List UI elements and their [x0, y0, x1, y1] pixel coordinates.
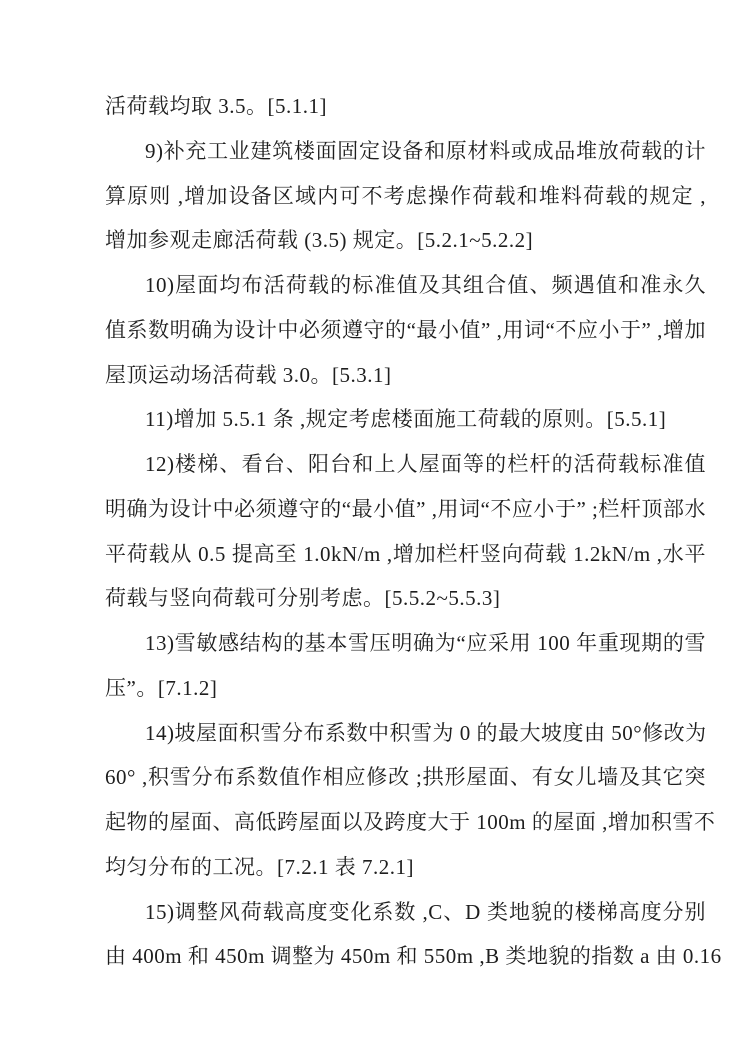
paragraph — [105, 711, 716, 890]
paragraph — [105, 621, 706, 711]
text-line: 11)增加 5.5.1 条 ,规定考虑楼面施工荷载的原则。[5.5.1] — [145, 407, 667, 432]
text-block — [105, 84, 722, 979]
text-line: 算原则 ,增加设备区域内可不考虑操作荷载和堆料荷载的规定 , — [105, 183, 706, 208]
text-line: 值系数明确为设计中必须遵守的“最小值” ,用词“不应小于” ,增加 — [105, 317, 706, 342]
text-line: 14)坡屋面积雪分布系数中积雪为 0 的最大坡度由 50°修改为 — [145, 720, 707, 745]
text-line: 荷载与竖向荷载可分别考虑。[5.5.2~5.5.3] — [105, 586, 501, 611]
text-line: 9)补充工业建筑楼面固定设备和原材料或成品堆放荷载的计 — [145, 138, 706, 163]
text-line: 由 400m 和 450m 调整为 450m 和 550m ,B 类地貌的指数 a 由 0.16 — [105, 944, 722, 969]
text-line: 明确为设计中必须遵守的“最小值” ,用词“不应小于” ;栏杆顶部水 — [105, 496, 706, 521]
text-line: 均匀分布的工况。[7.2.1 表 7.2.1] — [105, 854, 414, 879]
text-line: 平荷载从 0.5 提高至 1.0kN/m ,增加栏杆竖向荷载 1.2kN/m ,水平 — [105, 541, 706, 566]
text-line: 10)屋面均布活荷载的标准值及其组合值、频遇值和准永久 — [145, 273, 706, 297]
text-line: 起物的屋面、高低跨屋面以及跨度大于 100m 的屋面 ,增加积雪不 — [105, 810, 716, 834]
text-line: 13)雪敏感结构的基本雪压明确为“应采用 100 年重现期的雪 — [145, 631, 706, 655]
paragraph — [105, 890, 722, 980]
text-line: 60° ,积雪分布系数值作相应修改 ;拱形屋面、有女儿墙及其它突 — [105, 765, 706, 790]
text-line: 压”。[7.1.2] — [105, 675, 218, 700]
paragraph — [105, 84, 706, 129]
text-line: 活荷载均取 3.5。[5.1.1] — [105, 94, 327, 118]
paragraph — [105, 263, 706, 397]
text-line: 增加参观走廊活荷载 (3.5) 规定。[5.2.1~5.2.2] — [105, 228, 534, 253]
text-line: 15)调整风荷载高度变化系数 ,C、D 类地貌的楼梯高度分别 — [145, 899, 706, 924]
paragraph — [105, 397, 706, 442]
text-line: 12)楼梯、看台、阳台和上人屋面等的栏杆的活荷载标准值 — [145, 452, 706, 476]
text-line: 屋顶运动场活荷载 3.0。[5.3.1] — [105, 362, 392, 387]
paragraph — [105, 442, 706, 621]
paragraph — [105, 129, 706, 263]
